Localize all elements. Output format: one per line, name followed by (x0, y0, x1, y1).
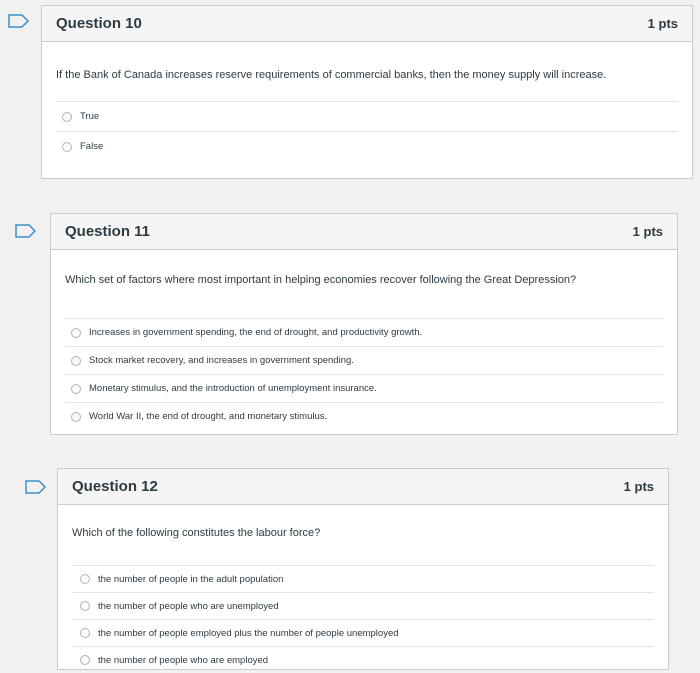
answer-option[interactable] (65, 374, 663, 402)
question-header (58, 469, 668, 505)
question-points: 1 pts (623, 479, 654, 494)
question-title: Question 11 (65, 223, 151, 240)
radio-button[interactable] (80, 628, 90, 638)
answer-list (56, 101, 678, 161)
question-header (42, 6, 692, 42)
radio-button[interactable] (80, 601, 90, 611)
flag-question-icon[interactable] (25, 480, 47, 494)
answer-option[interactable] (72, 565, 654, 592)
radio-button[interactable] (80, 574, 90, 584)
question-text: If the Bank of Canada increases reserve requirements of commercial banks, then the money supply will increase. (56, 69, 607, 81)
radio-button[interactable] (71, 356, 81, 366)
radio-button[interactable] (71, 412, 81, 422)
answer-list (72, 565, 654, 673)
radio-button[interactable] (71, 384, 81, 394)
answer-option[interactable] (65, 318, 663, 346)
question-title: Question 12 (72, 478, 158, 495)
answer-list (65, 318, 663, 430)
answer-label: the number of people who are unemployed (98, 600, 279, 612)
question-text: Which set of factors where most important in helping economies recover following the Great Depression? (65, 274, 577, 286)
question-title: Question 10 (56, 15, 142, 32)
answer-option[interactable] (65, 402, 663, 430)
question-card (50, 213, 678, 435)
question-points: 1 pts (647, 16, 678, 31)
answer-label: Increases in government spending, the end of drought, and productivity growth. (89, 327, 423, 338)
answer-option[interactable] (72, 592, 654, 619)
answer-label: False (80, 141, 104, 152)
question-points: 1 pts (632, 224, 663, 239)
radio-button[interactable] (80, 655, 90, 665)
answer-option[interactable] (72, 646, 654, 673)
answer-label: the number of people who are employed (98, 654, 269, 666)
answer-label: the number of people in the adult population (98, 573, 284, 585)
answer-option[interactable] (72, 619, 654, 646)
answer-label: World War II, the end of drought, and monetary stimulus. (89, 411, 328, 422)
answer-option[interactable] (56, 131, 678, 161)
question-header (51, 214, 677, 250)
flag-question-icon[interactable] (8, 14, 30, 28)
question-card (57, 468, 669, 670)
answer-label: Stock market recovery, and increases in government spending. (89, 355, 354, 366)
answer-label: Monetary stimulus, and the introduction of unemployment insurance. (89, 383, 377, 394)
answer-option[interactable] (65, 346, 663, 374)
question-card (41, 5, 693, 179)
radio-button[interactable] (62, 142, 72, 152)
answer-option[interactable] (56, 101, 678, 131)
flag-question-icon[interactable] (15, 224, 37, 238)
answer-label: True (80, 111, 100, 122)
radio-button[interactable] (62, 112, 72, 122)
radio-button[interactable] (71, 328, 81, 338)
answer-label: the number of people employed plus the number of people unemployed (98, 627, 399, 639)
question-text: Which of the following constitutes the labour force? (72, 527, 321, 539)
